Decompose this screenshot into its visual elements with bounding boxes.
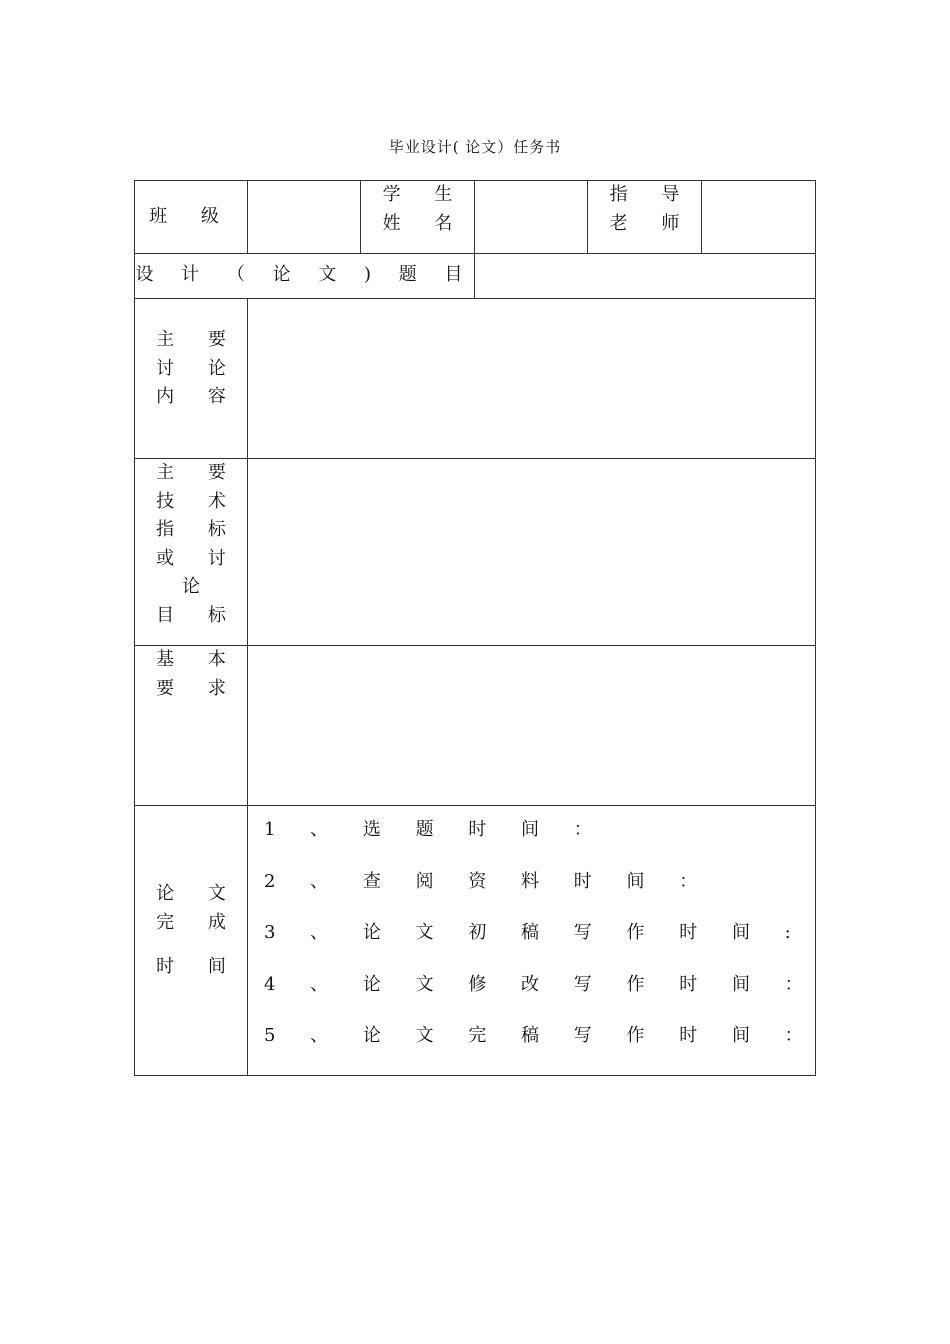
advisor-value-cell[interactable] bbox=[702, 181, 816, 254]
topic-label: 设 计 （ 论 文 ) 题 目 bbox=[135, 264, 474, 285]
basic-requirements-value-cell[interactable] bbox=[248, 646, 816, 806]
tech-targets-label-line3: 指 标 bbox=[156, 519, 240, 540]
schedule-label-line3: 时 间 bbox=[156, 956, 240, 977]
main-content-label-line1: 主 要 bbox=[156, 329, 240, 350]
topic-value-cell[interactable] bbox=[475, 254, 816, 299]
student-label-line1: 学 生 bbox=[382, 184, 467, 205]
schedule-items-cell bbox=[248, 806, 816, 1076]
main-content-row bbox=[135, 299, 816, 459]
schedule-item-topic-selection: 1 、 选 题 时 间 ： bbox=[264, 819, 607, 840]
tech-targets-label-line5: 论 bbox=[182, 576, 214, 597]
task-form-table bbox=[134, 180, 816, 1076]
basic-requirements-label-line2: 要 求 bbox=[156, 677, 240, 699]
schedule-item-first-draft: 3 、 论 文 初 稿 写 作 时 间 : bbox=[264, 922, 806, 944]
main-content-label-line3: 内 容 bbox=[156, 386, 240, 407]
schedule-item-literature-review: 2 、 查 阅 资 料 时 间 ： bbox=[264, 870, 712, 892]
class-value-cell[interactable] bbox=[248, 181, 361, 254]
schedule-label-line2: 完 成 bbox=[156, 911, 240, 933]
tech-targets-label-line1: 主 要 bbox=[156, 462, 240, 483]
tech-targets-value-cell[interactable] bbox=[248, 459, 816, 646]
student-name-label-cell bbox=[361, 181, 475, 254]
main-content-label-cell bbox=[135, 299, 248, 459]
student-label-line2: 姓 名 bbox=[382, 212, 467, 234]
tech-targets-label-line2: 技 术 bbox=[156, 490, 240, 512]
advisor-label-cell bbox=[588, 181, 702, 254]
tech-targets-row bbox=[135, 459, 816, 646]
advisor-label-line2: 老 师 bbox=[609, 212, 694, 234]
advisor-label-line1: 指 导 bbox=[609, 184, 694, 205]
class-label: 班 级 bbox=[149, 206, 233, 227]
main-content-label-line2: 讨 论 bbox=[156, 357, 240, 379]
tech-targets-label-line4: 或 讨 bbox=[156, 547, 240, 569]
student-name-value-cell[interactable] bbox=[475, 181, 588, 254]
topic-row bbox=[135, 254, 816, 299]
schedule-item-final-draft: 5 、 论 文 完 稿 写 作 时 间 ： bbox=[264, 1025, 818, 1047]
basic-requirements-label-cell bbox=[135, 646, 248, 806]
schedule-label-cell bbox=[135, 806, 248, 1076]
schedule-item-revision: 4 、 论 文 修 改 写 作 时 间 ： bbox=[264, 973, 818, 995]
class-label-cell bbox=[135, 181, 248, 254]
main-content-value-cell[interactable] bbox=[248, 299, 816, 459]
header-row bbox=[135, 181, 816, 254]
schedule-row bbox=[135, 806, 816, 1076]
tech-targets-label-line6: 目 标 bbox=[156, 604, 240, 626]
schedule-label-line1: 论 文 bbox=[156, 883, 240, 904]
topic-label-cell bbox=[135, 254, 475, 299]
document-title: 毕业设计( 论文）任务书 bbox=[388, 138, 562, 156]
tech-targets-label-cell bbox=[135, 459, 248, 646]
basic-requirements-label-line1: 基 本 bbox=[156, 649, 240, 670]
basic-requirements-row bbox=[135, 646, 816, 806]
